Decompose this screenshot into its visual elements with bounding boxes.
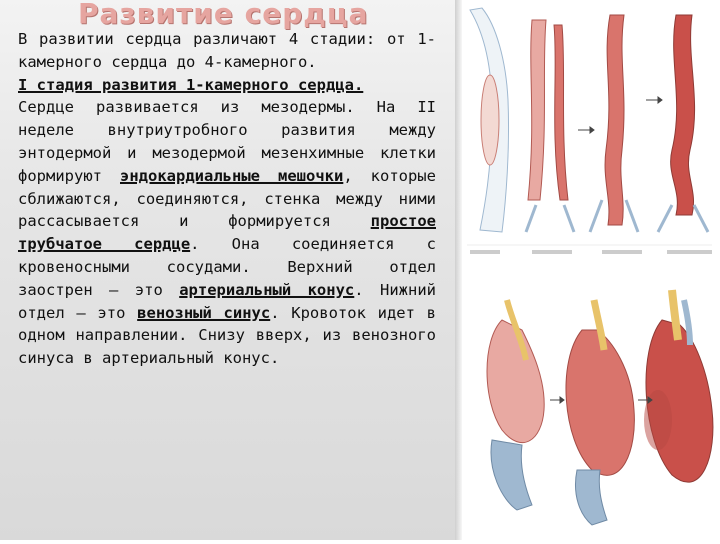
term-tubular-heart: простое трубчатое сердце xyxy=(18,212,436,254)
embryo-heart-illustration xyxy=(462,0,720,540)
heart-tube-stage-2 xyxy=(526,20,574,232)
looped-heart-2 xyxy=(566,300,634,525)
description-paragraph xyxy=(18,96,436,370)
stage-heading: I стадия развития 1-камерного сердца. xyxy=(18,75,364,94)
text-segment: . Кровоток идет в одном направлении. Снизу вверх, из венозного синуса в артериальный конус. xyxy=(18,303,437,368)
caption-row-top xyxy=(467,245,712,254)
text-segment: . Нижний отдел – это xyxy=(18,280,436,322)
term-endocardial-sacs: эндокардиальные мешочки xyxy=(120,166,344,185)
term-venous-sinus: венозный синус xyxy=(137,303,271,322)
text-segment: Сердце развивается из мезодермы. На II неделе внутриутробного развития между энтодермой и мезодермой мезенхимные клетки формируют xyxy=(18,98,436,185)
body-text xyxy=(18,28,436,370)
looped-heart-1 xyxy=(487,300,544,510)
term-arterial-cone: артериальный конус xyxy=(179,280,355,299)
text-segment: . Она соединяется с кровеносными сосудами. Верхний отдел заострен – это xyxy=(18,235,436,299)
heart-tube-stage-3 xyxy=(590,15,638,232)
page-title: Развитие сердца xyxy=(78,0,369,30)
embryo-stage-1 xyxy=(470,8,509,232)
looped-heart-3 xyxy=(644,290,713,482)
heart-development-figure xyxy=(462,0,720,540)
panel-divider xyxy=(455,0,462,540)
heart-tube-stage-4 xyxy=(658,15,708,232)
intro-paragraph: В развитии сердца различают 4 стадии: от 1-камерного сердца до 4-камерного. xyxy=(18,30,436,71)
text-segment: , которые сближаются, соединяются, стенка между ними рассасывается и формируется xyxy=(18,166,436,231)
